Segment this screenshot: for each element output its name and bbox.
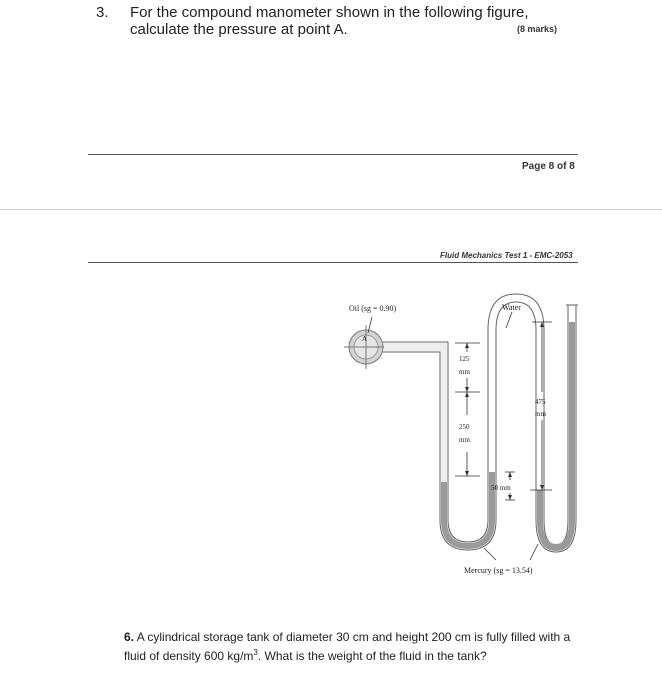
water-label: Water xyxy=(502,303,521,312)
question-number: 3. xyxy=(96,4,109,21)
dim-125-unit: mm xyxy=(459,368,470,376)
document-header: Fluid Mechanics Test 1 - EMC-2053 xyxy=(440,251,573,260)
question-text: For the compound manometer shown in the following figure, calculate the pressure at point A. xyxy=(130,4,529,38)
point-a-label: A xyxy=(362,335,368,343)
mercury-column-1 xyxy=(441,472,495,549)
dim-250-value: 250 xyxy=(459,423,470,431)
page-number: Page 8 of 8 xyxy=(522,161,575,172)
dim-250-unit: mm xyxy=(459,436,470,444)
dim-50-label: 50 mm xyxy=(491,484,511,492)
pipe-inner-wall xyxy=(383,352,440,482)
pipe-outer-wall xyxy=(383,342,448,482)
dim-475-unit: mm xyxy=(535,410,546,418)
dimension-arrows xyxy=(465,322,544,500)
oil-in-pipe xyxy=(384,343,447,351)
question-6-text: A cylindrical storage tank of diameter 30 cm and height 200 cm is fully filled with a fluid of density 600 kg/m xyxy=(124,630,571,663)
oil-in-left-leg xyxy=(441,344,447,482)
dim-125-value: 125 xyxy=(459,355,470,363)
mercury-label: Mercury (sg = 13.54) xyxy=(464,566,533,575)
oil-label: Oil (sg = 0.90) xyxy=(349,304,397,313)
marks-label: (8 marks) xyxy=(517,24,558,34)
question-6-number: 6. xyxy=(124,630,135,644)
mercury-column-2 xyxy=(537,322,575,551)
question-6 xyxy=(124,630,574,664)
density-exponent: 3 xyxy=(253,648,258,657)
question-6-text-end: . What is the weight of the fluid in the tank? xyxy=(257,649,487,663)
right-limb-inner xyxy=(544,305,568,545)
dim-475-value: 475 xyxy=(535,398,546,406)
